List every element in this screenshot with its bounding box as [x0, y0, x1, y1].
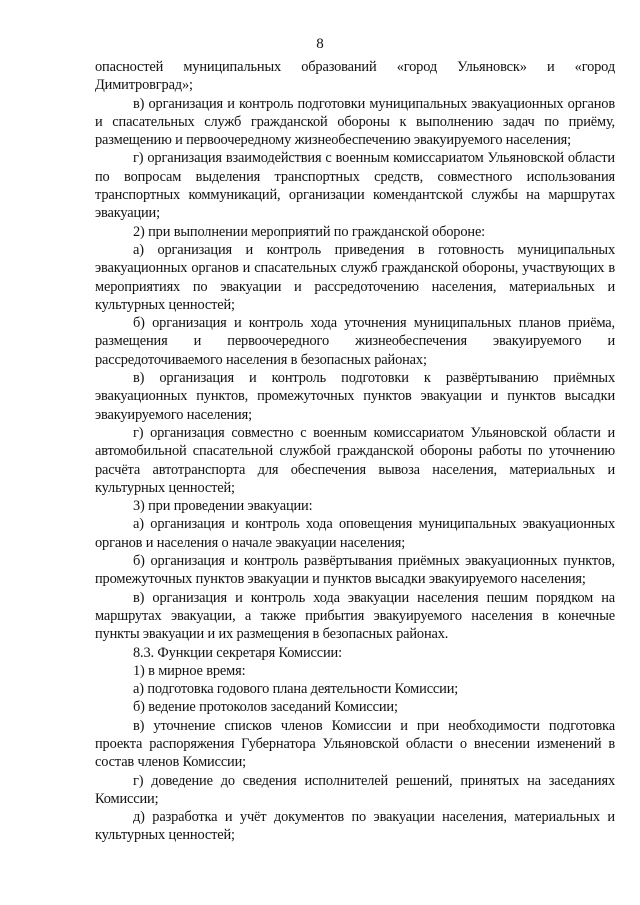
paragraph: г) организация взаимодействия с военным комиссариатом Ульяновской области по вопросам выделения транспортных средств, совместного использования транспортных коммуникаций, организации комендантской службы на маршрутах эвакуации;	[95, 150, 615, 222]
paragraph: 2) при выполнении мероприятий по гражданской обороне:	[133, 223, 486, 240]
paragraph: а) организация и контроль приведения в готовность муниципальных эвакуационных органов и спасательных служб гражданской обороны, участвующих в мероприятиях по эвакуации и рассредоточению населения, материальных и культурных ценностей;	[95, 241, 615, 313]
paragraph: 1) в мирное время:	[133, 662, 246, 679]
paragraph: г) доведение до сведения исполнителей решений, принятых на заседаниях Комиссии;	[95, 772, 615, 807]
paragraph: в) уточнение списков членов Комиссии и при необходимости подготовка проекта распоряжения Губернатора Ульяновской области о внесении изменений в состав членов Комиссии;	[95, 717, 615, 771]
paragraph: в) организация и контроль подготовки муниципальных эвакуационных органов и спасательных служб гражданской обороны к выполнению задач по приёму, размещению и первоочередному жизнеобеспечению эвакуируемого населения;	[95, 95, 615, 149]
section-heading: 8.3. Функции секретаря Комиссии:	[133, 644, 342, 661]
paragraph: в) организация и контроль хода эвакуации населения пешим порядком на маршрутах эвакуации, а также прибытия эвакуируемого населения в конечные пункты эвакуации и их размещения в безопасных районах.	[95, 589, 615, 643]
document-body	[95, 58, 615, 845]
paragraph: опасностей муниципальных образований «город Ульяновск» и «город Димитровград»;	[95, 59, 615, 94]
paragraph: г) организация совместно с военным комиссариатом Ульяновской области и автомобильной спасательной службой гражданской обороны работы по уточнению расчёта автотранспорта для обеспечения вывоза населения, материальных и культурных ценностей;	[95, 424, 615, 496]
paragraph: д) разработка и учёт документов по эвакуации населения, материальных и культурных ценностей;	[95, 809, 615, 844]
page-number: 8	[316, 36, 324, 52]
paragraph: а) организация и контроль хода оповещения муниципальных эвакуационных органов и населения о начале эвакуации населения;	[95, 516, 615, 551]
paragraph: в) организация и контроль подготовки к развёртыванию приёмных эвакуационных пунктов, промежуточных пунктов эвакуации и пунктов высадки эвакуируемого населения;	[95, 370, 615, 423]
paragraph: 3) при проведении эвакуации:	[133, 498, 313, 515]
paragraph: б) организация и контроль развёртывания приёмных эвакуационных пунктов, промежуточных пунктов эвакуации и пунктов высадки эвакуируемого населения;	[95, 553, 615, 588]
paragraph: а) подготовка годового плана деятельности Комиссии;	[133, 681, 459, 698]
paragraph: б) организация и контроль хода уточнения муниципальных планов приёма, размещения и первоочередного жизнеобеспечения эвакуируемого и рассредоточиваемого населения в безопасных районах;	[95, 315, 615, 368]
paragraph: б) ведение протоколов заседаний Комиссии;	[133, 699, 398, 716]
